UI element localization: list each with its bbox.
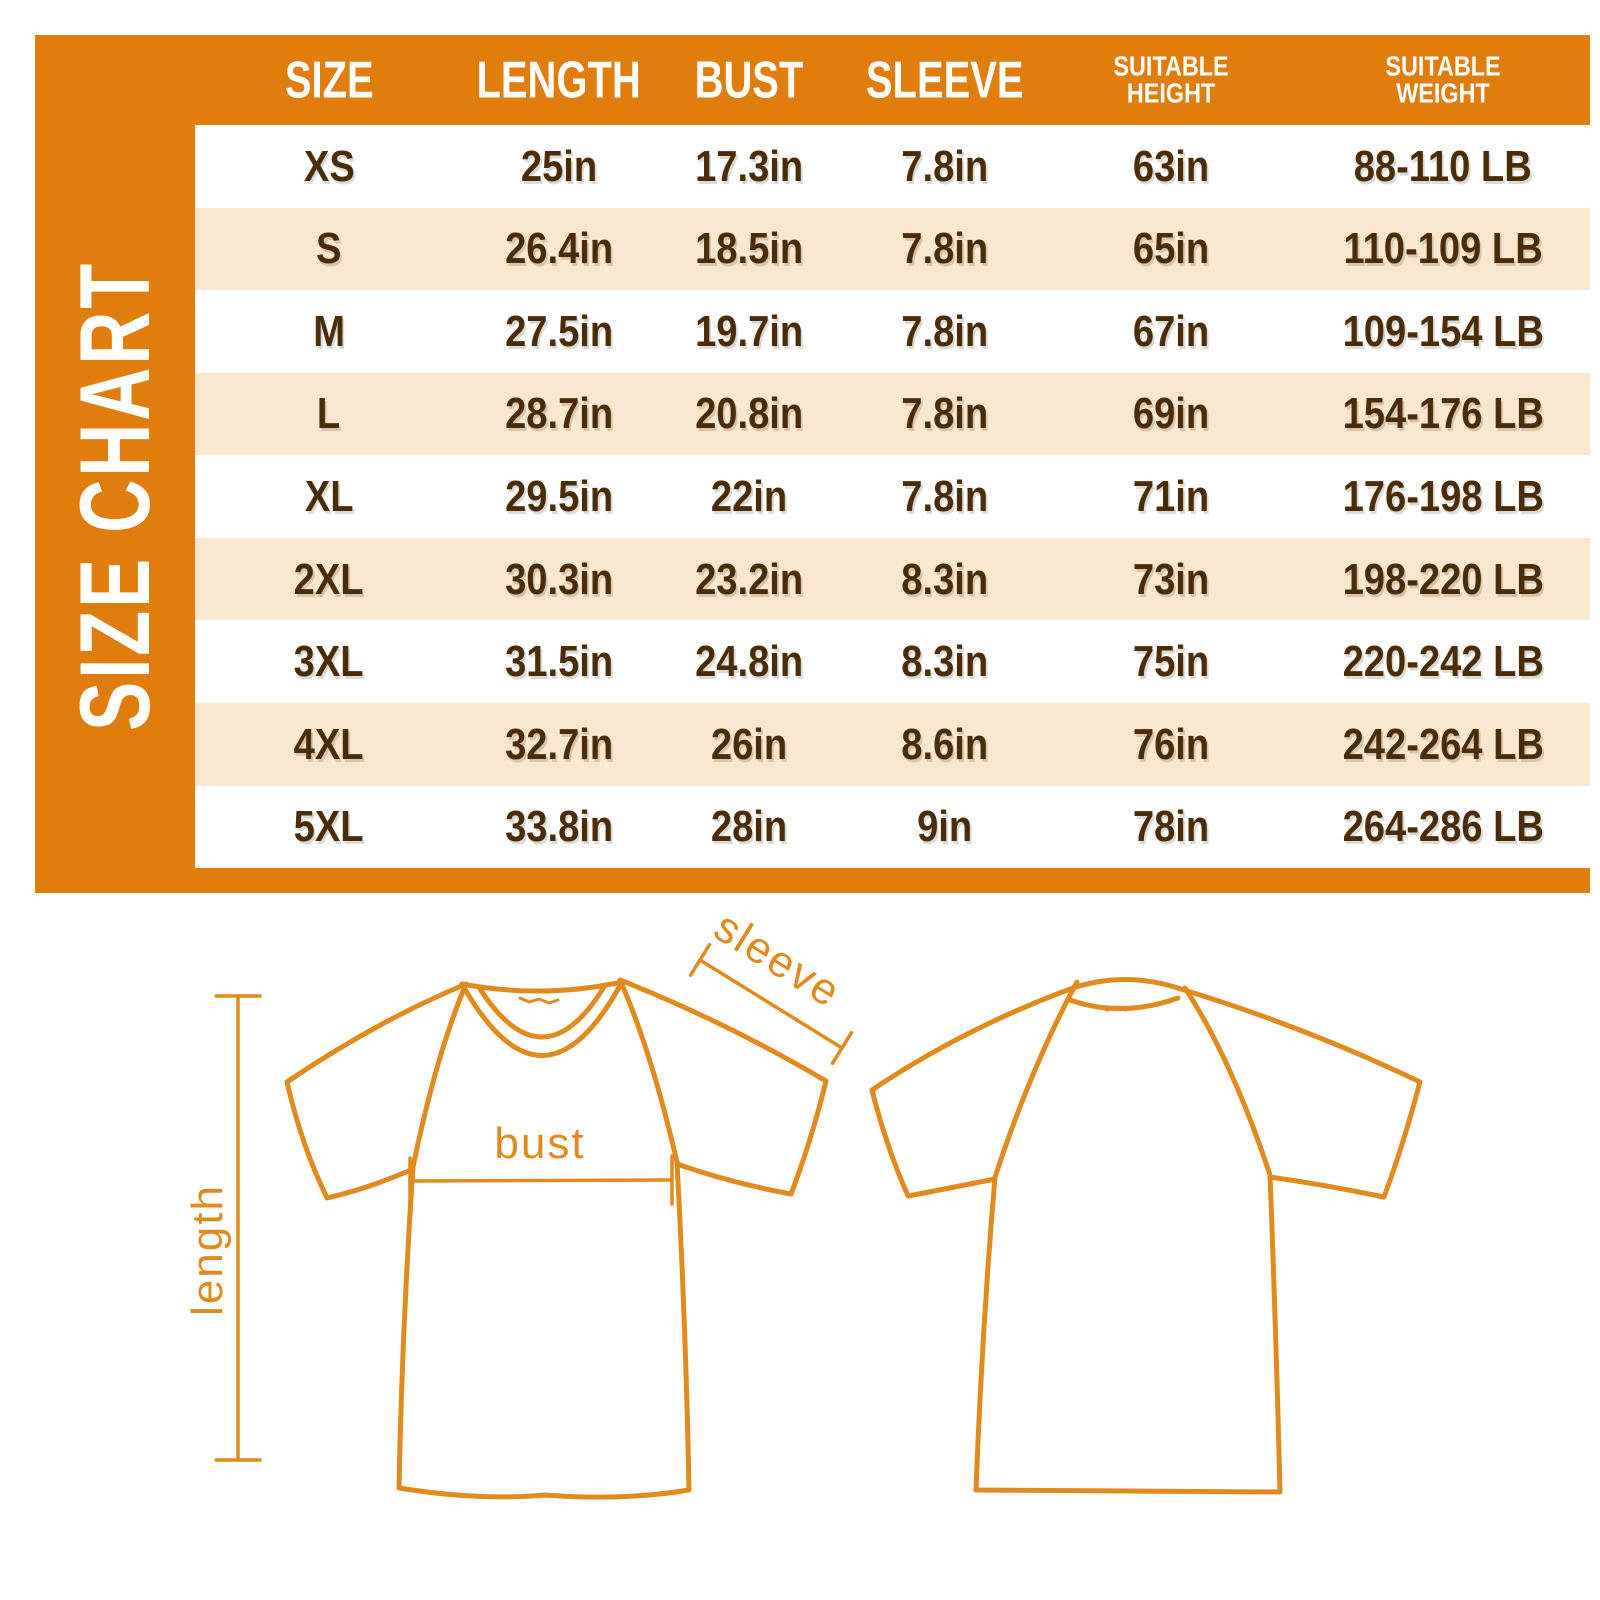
back-collar-top bbox=[1062, 979, 1184, 992]
cell-value: 110-109 LB bbox=[1343, 223, 1543, 273]
bust-measure-line bbox=[410, 1180, 672, 1181]
cell-height bbox=[1047, 703, 1295, 786]
cell-sleeve bbox=[842, 373, 1047, 456]
front-left-sleeve bbox=[287, 984, 466, 1198]
cell-value: 4XL bbox=[293, 719, 364, 769]
cell-bust bbox=[655, 125, 842, 208]
cell-size bbox=[195, 208, 463, 291]
cell-value: 26.4in bbox=[505, 223, 614, 273]
cell-sleeve bbox=[842, 208, 1047, 291]
cell-value: 32.7in bbox=[505, 719, 614, 769]
cell-value: 3XL bbox=[293, 636, 364, 686]
cell-bust bbox=[655, 290, 842, 373]
cell-height bbox=[1047, 208, 1295, 291]
cell-value: 18.5in bbox=[694, 223, 803, 273]
cell-length bbox=[463, 786, 656, 869]
cell-length bbox=[463, 125, 656, 208]
table-row bbox=[195, 290, 1590, 373]
cell-weight bbox=[1296, 703, 1590, 786]
cell-bust bbox=[655, 455, 842, 538]
front-collar-stitches bbox=[520, 998, 558, 1003]
cell-sleeve bbox=[842, 620, 1047, 703]
sleeve-measure-tick-start bbox=[691, 945, 710, 976]
cell-value: 220-242 LB bbox=[1342, 636, 1544, 686]
cell-height bbox=[1047, 373, 1295, 456]
column-header-bust: BUST bbox=[694, 50, 804, 109]
cell-value: 9in bbox=[917, 801, 973, 851]
cell-sleeve bbox=[842, 786, 1047, 869]
cell-sleeve bbox=[842, 290, 1047, 373]
cell-value: 71in bbox=[1133, 471, 1210, 521]
cell-value: S bbox=[316, 223, 342, 273]
cell-value: 8.6in bbox=[901, 719, 989, 769]
cell-weight bbox=[1296, 373, 1590, 456]
cell-value: 73in bbox=[1133, 553, 1210, 604]
cell-value: 67in bbox=[1133, 306, 1210, 356]
cell-value: 176-198 LB bbox=[1342, 471, 1544, 521]
cell-size bbox=[195, 373, 463, 456]
cell-weight bbox=[1296, 208, 1590, 291]
cell-value: 17.3in bbox=[694, 141, 803, 191]
cell-value: 78in bbox=[1133, 801, 1210, 851]
cell-value: L bbox=[317, 388, 341, 439]
cell-size bbox=[195, 455, 463, 538]
front-right-sleeve bbox=[620, 980, 826, 1194]
cell-value: M bbox=[313, 306, 345, 356]
tshirt-diagram bbox=[0, 900, 1600, 1600]
table-row bbox=[195, 620, 1590, 703]
front-collar-inner bbox=[480, 987, 604, 1037]
cell-value: XS bbox=[303, 141, 355, 191]
cell-value: 8.3in bbox=[901, 553, 989, 604]
cell-bust bbox=[655, 786, 842, 869]
cell-sleeve bbox=[842, 125, 1047, 208]
cell-size bbox=[195, 786, 463, 869]
cell-height bbox=[1047, 538, 1295, 621]
table-row bbox=[195, 373, 1590, 456]
cell-value: 7.8in bbox=[901, 141, 989, 191]
back-collar-band bbox=[1070, 998, 1178, 1009]
cell-value: 5XL bbox=[293, 801, 364, 851]
cell-length bbox=[463, 208, 656, 291]
table-header-row bbox=[195, 35, 1590, 125]
cell-value: 27.5in bbox=[505, 306, 614, 356]
cell-weight bbox=[1296, 455, 1590, 538]
cell-bust bbox=[655, 538, 842, 621]
cell-length bbox=[463, 620, 656, 703]
cell-value: 242-264 LB bbox=[1342, 719, 1544, 769]
cell-value: 2XL bbox=[293, 553, 364, 604]
cell-bust bbox=[655, 703, 842, 786]
sidebar bbox=[35, 125, 195, 868]
cell-sleeve bbox=[842, 703, 1047, 786]
table-row bbox=[195, 538, 1590, 621]
cell-weight bbox=[1296, 786, 1590, 869]
cell-value: 63in bbox=[1133, 141, 1210, 191]
cell-height bbox=[1047, 290, 1295, 373]
cell-size bbox=[195, 125, 463, 208]
cell-size bbox=[195, 620, 463, 703]
cell-weight bbox=[1296, 620, 1590, 703]
cell-value: 69in bbox=[1133, 388, 1210, 439]
cell-value: XL bbox=[304, 471, 354, 521]
panel-title: SIZE CHART bbox=[58, 261, 170, 732]
table-row bbox=[195, 208, 1590, 291]
cell-value: 7.8in bbox=[901, 471, 989, 521]
cell-value: 7.8in bbox=[901, 306, 989, 356]
cell-value: 264-286 LB bbox=[1342, 801, 1544, 851]
cell-value: 8.3in bbox=[901, 636, 989, 686]
cell-length bbox=[463, 455, 656, 538]
cell-weight bbox=[1296, 125, 1590, 208]
column-header-length: LENGTH bbox=[476, 50, 642, 109]
cell-value: 26in bbox=[710, 719, 787, 769]
cell-value: 109-154 LB bbox=[1342, 306, 1544, 356]
cell-value: 22in bbox=[710, 471, 787, 521]
back-left-sleeve bbox=[872, 992, 1062, 1196]
cell-weight bbox=[1296, 538, 1590, 621]
cell-length bbox=[463, 538, 656, 621]
column-header-sleeve: SLEEVE bbox=[865, 50, 1024, 109]
cell-value: 7.8in bbox=[901, 388, 989, 439]
cell-value: 76in bbox=[1133, 719, 1210, 769]
back-right-sleeve bbox=[1184, 990, 1420, 1197]
column-header-suitable-height: SUITABLE HEIGHT bbox=[1113, 49, 1230, 109]
cell-weight bbox=[1296, 290, 1590, 373]
cell-value: 154-176 LB bbox=[1342, 388, 1544, 439]
column-header-suitable-weight: SUITABLE WEIGHT bbox=[1385, 49, 1501, 109]
cell-sleeve bbox=[842, 455, 1047, 538]
cell-value: 19.7in bbox=[694, 306, 803, 356]
front-collar-top bbox=[462, 982, 622, 991]
table-row bbox=[195, 703, 1590, 786]
panel-title-vertical bbox=[35, 125, 195, 868]
cell-value: 30.3in bbox=[505, 553, 614, 604]
sleeve-measure-tick-end bbox=[833, 1033, 852, 1064]
cell-sleeve bbox=[842, 538, 1047, 621]
cell-value: 88-110 LB bbox=[1353, 141, 1532, 191]
table-row bbox=[195, 455, 1590, 538]
cell-length bbox=[463, 373, 656, 456]
bust-label: bust bbox=[494, 1119, 586, 1168]
cell-length bbox=[463, 703, 656, 786]
sleeve-label: sleeve bbox=[705, 902, 850, 1018]
cell-value: 25in bbox=[520, 141, 598, 191]
length-label: length bbox=[183, 1184, 232, 1316]
cell-value: 33.8in bbox=[505, 801, 614, 851]
cell-value: 29.5in bbox=[505, 471, 614, 521]
cell-value: 28in bbox=[710, 801, 787, 851]
cell-size bbox=[195, 538, 463, 621]
column-header-size: SIZE bbox=[284, 50, 374, 109]
cell-value: 20.8in bbox=[694, 388, 803, 439]
table-row bbox=[195, 125, 1590, 208]
cell-value: 28.7in bbox=[505, 388, 614, 439]
cell-length bbox=[463, 290, 656, 373]
size-chart-panel bbox=[35, 35, 1590, 893]
cell-height bbox=[1047, 455, 1295, 538]
back-shirt-body bbox=[976, 982, 1280, 1492]
table-row bbox=[195, 786, 1590, 869]
table-body bbox=[195, 125, 1590, 868]
cell-value: 65in bbox=[1133, 223, 1210, 273]
cell-bust bbox=[655, 208, 842, 291]
cell-height bbox=[1047, 620, 1295, 703]
cell-bust bbox=[655, 373, 842, 456]
cell-value: 7.8in bbox=[901, 223, 989, 273]
cell-value: 31.5in bbox=[505, 636, 614, 686]
cell-value: 198-220 LB bbox=[1342, 553, 1544, 604]
cell-bust bbox=[655, 620, 842, 703]
cell-value: 24.8in bbox=[694, 636, 803, 686]
cell-value: 75in bbox=[1133, 636, 1210, 686]
cell-height bbox=[1047, 786, 1295, 869]
cell-size bbox=[195, 290, 463, 373]
cell-size bbox=[195, 703, 463, 786]
cell-height bbox=[1047, 125, 1295, 208]
cell-value: 23.2in bbox=[694, 553, 803, 604]
